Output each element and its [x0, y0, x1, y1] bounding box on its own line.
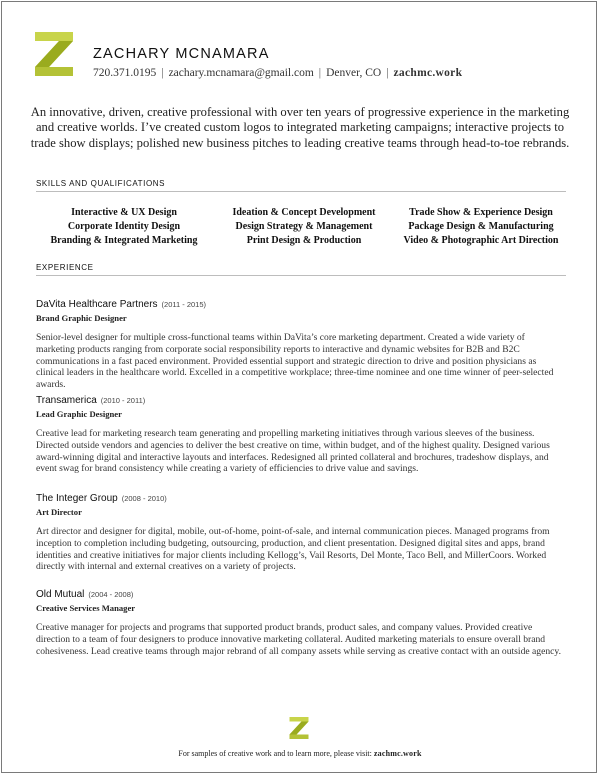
skill-item: Branding & Integrated Marketing — [50, 235, 198, 246]
footer-text: For samples of creative work and to learn more, please visit: — [178, 749, 372, 758]
candidate-name: ZACHARY MCNAMARA — [93, 46, 270, 62]
job-years: (2011 - 2015) — [161, 300, 207, 309]
job-entry-integer — [36, 488, 566, 573]
job-entry-transamerica — [36, 390, 566, 475]
job-title: Lead Graphic Designer — [36, 409, 122, 419]
footer-website-link[interactable]: zachmc.work — [373, 749, 422, 758]
company-name: Old Mutual — [36, 589, 85, 600]
separator: | — [386, 67, 389, 79]
job-title: Brand Graphic Designer — [36, 313, 127, 323]
job-header — [36, 488, 566, 506]
contact-line — [93, 67, 462, 79]
phone: 720.371.0195 — [93, 67, 157, 79]
experience-heading: EXPERIENCE — [36, 263, 566, 276]
skill-item: Corporate Identity Design — [67, 221, 181, 232]
company-name: The Integer Group — [36, 493, 118, 504]
website-link[interactable]: zachmc.work — [393, 67, 463, 79]
skill-item: Trade Show & Experience Design — [409, 207, 553, 218]
job-title: Creative Services Manager — [36, 603, 136, 613]
footer-z-logo-icon — [289, 717, 309, 739]
job-years: (2010 - 2011) — [100, 396, 146, 405]
z-logo-icon — [35, 32, 73, 76]
skills-heading: SKILLS AND QUALIFICATIONS — [36, 179, 566, 192]
skill-item: Design Strategy & Management — [235, 221, 373, 232]
job-header — [36, 584, 566, 602]
skills-grid — [36, 206, 566, 247]
job-description: Creative lead for marketing research team generating and propelling marketing initiatives through various sleeves of the business. Directed outside vendors and agencies to deliver the best creative on time, within budget, and of the highest quality. Designed various award-winning digital and interactive layouts and interfaces. Redesigned all printed collateral and brochures, tradeshow displays, and event swag for brand consistency while creating a variety of efficiencies to drive value and savings. — [36, 428, 550, 475]
job-description: Art director and designer for digital, mobile, out-of-home, point-of-sale, and internal communication pieces. Managed programs from inception to completion including budgeting, outsourcing, production, and client presentation. Designed digital sites and apps, brand identities and creative initiatives for major clients including Kellogg’s, Vail Resorts, Del Monte, Taco Bell, and MillerCoors. Worked directly with internal and external creatives on a variety of projects. — [36, 526, 550, 573]
location: Denver, CO — [326, 67, 382, 79]
job-title: Art Director — [36, 507, 82, 517]
separator: | — [161, 67, 164, 79]
separator: | — [318, 67, 322, 79]
footer-note — [0, 749, 600, 758]
skill-item: Print Design & Production — [246, 235, 362, 246]
company-name: Transamerica — [36, 395, 97, 406]
job-years: (2004 - 2008) — [88, 590, 134, 599]
job-entry-davita — [36, 294, 566, 391]
email-link[interactable]: zachary.mcnamara@gmail.com — [168, 67, 314, 79]
skill-item: Interactive & UX Design — [71, 207, 177, 218]
summary: An innovative, driven, creative professional with over ten years of progressive experience in the marketing and creative worlds. I’ve created custom logos to integrated marketing campaigns; interactive projects to trade show displays; polished new business pitches to leading creative teams through head-to-toe rebrands. — [30, 105, 570, 150]
company-name: DaVita Healthcare Partners — [36, 299, 158, 310]
skill-item: Video & Photographic Art Direction — [403, 235, 559, 246]
job-entry-old-mutual — [36, 584, 566, 657]
job-years: (2008 - 2010) — [121, 494, 167, 503]
skill-item: Package Design & Manufacturing — [408, 221, 554, 232]
job-header — [36, 390, 566, 408]
skill-item: Ideation & Concept Development — [232, 207, 376, 218]
job-description: Creative manager for projects and programs that supported product brands, product sales, and company values. Provided creative direction to a team of four designers to produce innovative marketing collateral. Audited marketing materials to ensure overall brand cohesiveness. Lead creative teams through major rebrand of all company assets while serving as creative contact with an outside agency. — [36, 622, 561, 657]
job-description: Senior-level designer for multiple cross-functional teams within DaVita’s core marketing department. Created a wide variety of marketing products ranging from corporate social responsibility reports to interactive and dynamic websites for B2B and B2C communications in a fast paced environment. Provided essential support and strategic direction to drive and position physicians as clinical leaders in the healthcare world. Excelled in a competitive workplace; three-time nominee and one time winner of peer-selected awards. — [36, 332, 554, 391]
job-header — [36, 294, 566, 312]
